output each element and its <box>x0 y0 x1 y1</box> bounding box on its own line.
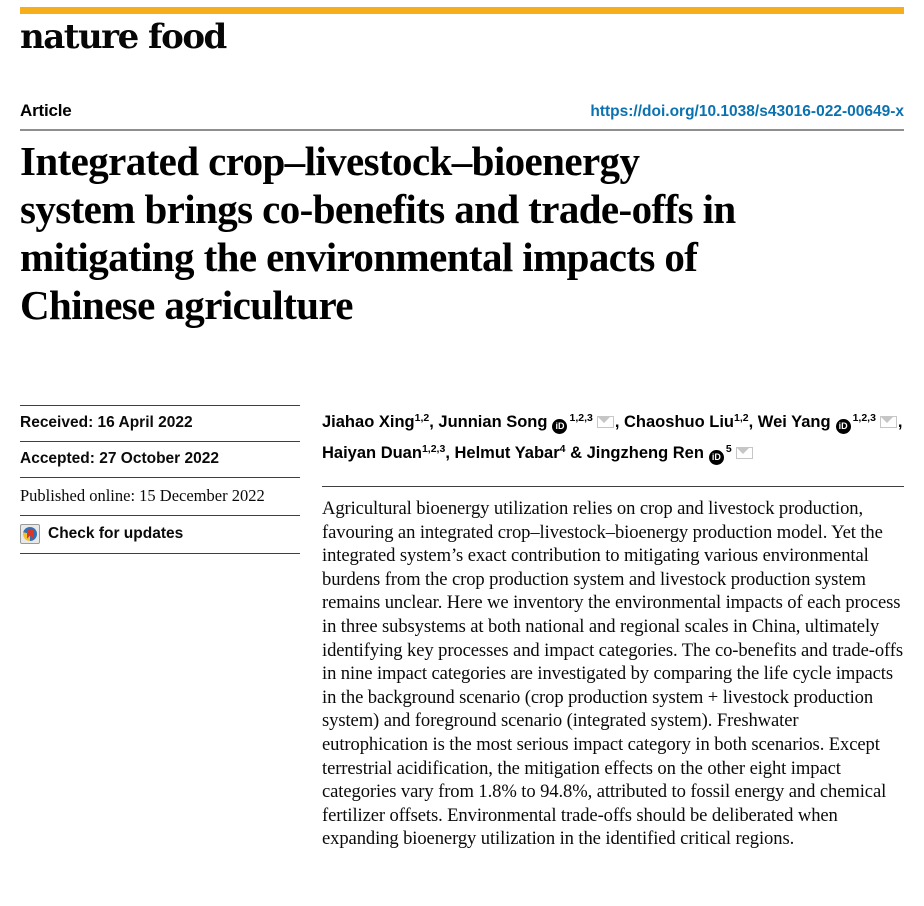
email-icon[interactable] <box>880 416 897 428</box>
content-columns <box>20 405 904 851</box>
crossmark-icon <box>20 524 40 544</box>
author: Jiahao Xing$^{1,2}$, <box>322 412 439 432</box>
journal-accent-bar <box>20 7 904 14</box>
journal-wordmark: nature food <box>20 17 226 57</box>
doi-link[interactable]: https://doi.org/10.1038/s43016-022-00649-x <box>590 103 904 121</box>
author: Wei Yang iD$^{1,2,3}$ , <box>758 413 903 431</box>
title-line-4: Chinese agriculture <box>20 282 353 329</box>
email-icon[interactable] <box>597 416 614 428</box>
orcid-icon[interactable]: iD <box>709 450 724 465</box>
author: Jingzheng Ren $iD^5$ <box>587 444 754 462</box>
article-type-label: Article <box>20 101 72 121</box>
metadata-bottom-divider <box>20 553 300 554</box>
author: Junnian Song iD$^{1,2,3}$ , <box>438 413 624 431</box>
title-line-2: system brings co-benefits and trade-offs in <box>20 186 736 233</box>
article-metadata-column <box>20 405 300 851</box>
received-date: Received: 16 April 2022 <box>20 405 300 441</box>
published-date: Published online: 15 December 2022 <box>20 477 300 515</box>
email-icon[interactable] <box>736 447 753 459</box>
page-title <box>20 137 904 329</box>
check-for-updates-label: Check for updates <box>48 525 184 543</box>
author: Chaoshuo Liu$^{1,2}$, <box>624 412 758 432</box>
article-body-column <box>322 405 904 851</box>
header-divider <box>20 129 904 131</box>
orcid-icon[interactable]: iD <box>836 419 851 434</box>
title-line-3: mitigating the environmental impacts of <box>20 234 698 281</box>
title-line-1: Integrated crop–livestock–bioenergy <box>20 138 640 185</box>
article-header-row <box>20 101 904 121</box>
author: Haiyan Duan$^{1,2,3}$, <box>322 443 455 463</box>
accepted-date: Accepted: 27 October 2022 <box>20 441 300 477</box>
article-page <box>0 7 924 851</box>
check-for-updates[interactable] <box>20 515 300 553</box>
abstract-top-divider <box>322 486 904 487</box>
author: Helmut Yabar$^4$ & <box>454 443 587 463</box>
abstract-text: Agricultural bioenergy utilization relies on crop and livestock production, favouring an integrated crop–livestock–bioenergy production model. Yet the integrated system’s exact contribution to mitigating various environmental burdens from the crop production system and livestock production system remains unclear. Here we inventory the environmental impacts of each process in three subsystems at both national and regional scales in China, ultimately identifying key processes and impact categories. The co-benefits and trade-offs in nine impact categories are investigated by comparing the life cycle impacts in the background scenario (crop production system + livestock production system) and foreground scenario (integrated system). Freshwater eutrophication is the most serious impact category in both scenarios. Except terrestrial acidification, the mitigation effects on the other eight impact categories vary from 1.8% to 94.8%, attributed to fossil energy and chemical fertilizer offsets. Environmental trade-offs should be deliberated when expanding bioenergy utilization in the identified critical regions. <box>322 498 904 850</box>
orcid-icon[interactable]: iD <box>552 419 567 434</box>
author-list <box>322 405 904 469</box>
